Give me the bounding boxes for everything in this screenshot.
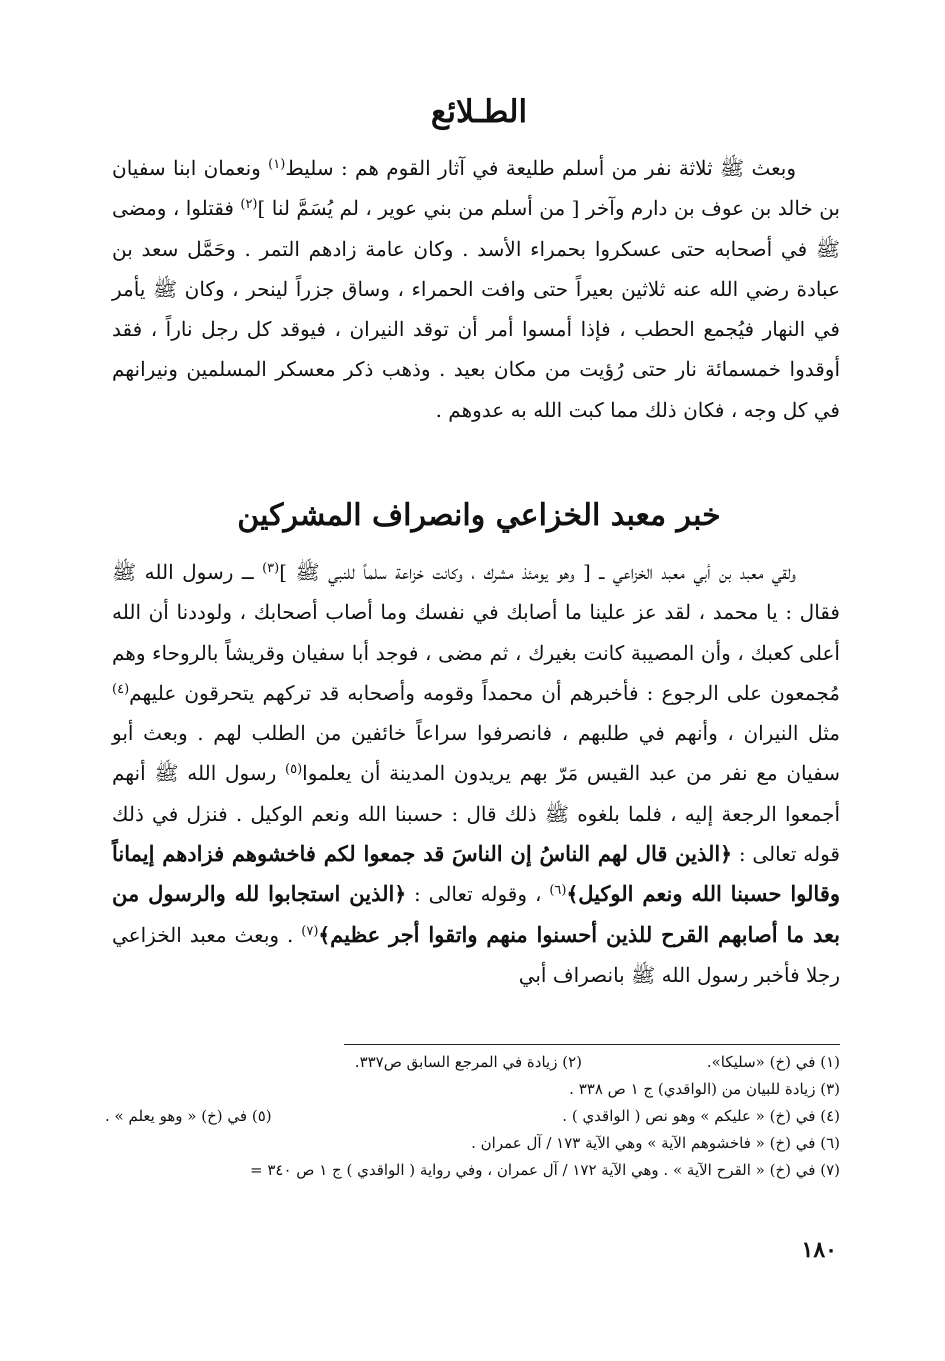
paragraph-mabad (112, 552, 840, 995)
p2-text-c: مثل النيران ، وأنهم في طلبهم ، فانصرفوا سراعاً خائفين من الطلب لهم . وبعث أبو سفيان مع نفر من عبد القيس مَرّ بهم يريدون المدينة أن يعلموا (112, 721, 841, 786)
footnote-ref-5: (٥) (285, 762, 303, 778)
footnote-ref-1: (١) (268, 157, 286, 172)
p1-text-a: وبعث ﷺ ثلاثة نفر من أسلم طليعة في آثار القوم هم : سليط (285, 156, 796, 180)
footnote-line (105, 1103, 840, 1130)
p1-text-b: ونعمان ابنا سفيان بن خالد بن عوف بن دارم وآخر [ من أسلم من بني عوير ، لم يُسَمَّ لنا ] (112, 156, 841, 221)
footnotes (105, 1049, 840, 1184)
footnote-ref-3: (٣) (262, 561, 280, 576)
footnote-ref-4: (٤) (112, 681, 130, 697)
footnote-line (105, 1157, 840, 1184)
footnote-2: (٢) زيادة في المرجع السابق ص٣٣٧. (354, 1053, 582, 1071)
page-number: ١٨٠ (801, 1237, 837, 1263)
p2-text-f: . وبعث معبد الخزاعي رجلا فأخبر رسول الله ﷺ بانصراف أبي (112, 922, 840, 987)
quran-verse-1: الذين قال لهم الناسُ إن الناسَ قد جمعوا لكم فاخشوهم فزادهم إيماناً وقالوا حسبنا الله ونعم الوكيل (112, 841, 840, 907)
footnote-ref-6: (٦) (549, 883, 567, 899)
quran-bracket-close-2: ﴾ (318, 922, 331, 947)
footnote-ref-7: (٧) (301, 923, 319, 939)
p2-text-a: ولقي معبد بن أبي معبد الخزاعي ــ [ وهو يومئذ مشرك ، وكانت خزاعة سلماً للنبي ﷺ ] (279, 560, 796, 584)
quran-bracket-open-2: ﴿ (394, 882, 407, 907)
p2-text-b: ــ رسول الله ﷺ فقال : يا محمد ، لقد عز علينا ما أصابك في نفسك وما أصاب أصحابك ، ولوددنا أن الله أعلى كعبك ، وأن المصيبة كانت بغيرك ، ثم مضى ، فوجد أبا سفيان وقريشاً بالروحاء وهم مُجمعون على الرجوع : فأخبرهم أن محمداً وقومه وأصحابه قد تركهم يتحرقون عليهم (112, 560, 840, 705)
footnote-line (105, 1130, 840, 1157)
quran-bracket-close: ﴾ (566, 882, 579, 907)
section-heading-scouts: الطـلائع (430, 94, 528, 130)
footnote-6: (٦) في (خ) « فاخشوهم الآية » وهي الآية ١٧٣ / آل عمران . (471, 1134, 840, 1152)
p2-text-e: ، وقوله تعالى : (406, 882, 550, 907)
footnote-line (105, 1076, 840, 1103)
section-heading-mabad: خبر معبد الخزاعي وانصراف المشركين (237, 498, 721, 533)
footnote-3: (٣) زيادة للبيان من (الواقدي) ج ١ ص ٣٣٨ . (569, 1080, 840, 1098)
p1-text-c: فقتلوا ، ومضى ﷺ في أصحابه حتى عسكروا بحمراء الأسد . وكان عامة زادهم التمر . وحَمَّل سعد بن عبادة رضي الله عنه ثلاثين بعيراً حتى وافت الحمراء ، وساق جزراً لينحر ، وكان ﷺ يأمر في النهار فيُجمع الحطب ، فإذا أمسوا أمر أن توقد النيران ، فيوقد كل رجل ناراً ، فقد أوقدوا خمسمائة نار حتى رُؤيت من مكان بعيد . وذهب ذكر معسكر المسلمين ونيرانهم في كل وجه ، فكان ذلك مما كبت الله به عدوهم . (112, 196, 840, 422)
footnote-ref-2: (٢) (240, 197, 258, 213)
footnote-1: (١) في (خ) «سليكا». (706, 1053, 840, 1071)
p2-text-d: رسول الله ﷺ أنهم أجمعوا الرجعة إليه ، فلما بلغوه ﷺ ذلك قال : حسبنا الله ونعم الوكيل . فنزل في ذلك قوله تعالى : (112, 761, 840, 867)
quran-verse-2: الذين استجابوا لله والرسول من بعد ما أصابهم القرح للذين أحسنوا منهم واتقوا أجر عظيم (112, 881, 840, 947)
footnote-line (105, 1049, 840, 1076)
quran-bracket-open: ﴿ (720, 842, 732, 867)
footnote-4: (٤) في (خ) « عليكم » وهو نص ( الواقدي ) . (562, 1107, 840, 1125)
paragraph-scouts (112, 148, 840, 430)
footnote-7: (٧) في (خ) « القرح الآية » . وهي الآية ١٧٢ / آل عمران ، وفي رواية ( الواقدي ) ج ١ ص ٣٤٠ = (250, 1161, 840, 1179)
footnote-divider (344, 1044, 840, 1045)
footnote-5: (٥) في (خ) « وهو يعلم » . (105, 1107, 272, 1125)
